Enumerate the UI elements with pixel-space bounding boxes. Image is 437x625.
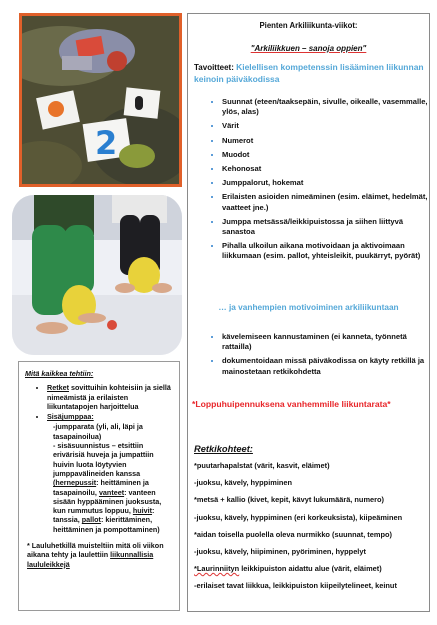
- excursion-item: -juoksu, kävely, hyppiminen (eri korkeuksista), kiipeäminen: [194, 512, 403, 522]
- equipment-huivit-text: : tanssia,: [53, 506, 155, 525]
- excursion-item: -juoksu, kävely, hyppiminen: [194, 478, 293, 488]
- goal-item: • Numerot: [222, 136, 428, 146]
- excursions-list: [194, 461, 430, 599]
- panel-subtitle: [188, 44, 429, 54]
- parents-item: • dokumentoidaan missä päiväkodissa on käyty retkillä ja mainostetaan retkikohdetta: [222, 356, 428, 376]
- excursion-item-laurinniitty: [194, 564, 430, 574]
- activity-retket-text: sovittuihin kohteisiin ja siellä nimeämistä ja erilaisten liikuntatapojen harjoittelua: [47, 383, 171, 411]
- activity-retket: [47, 383, 173, 411]
- activity-sisajumppa-strong: Sisäjumppaa:: [47, 412, 94, 422]
- equipment-hernepussit: (hernepussit: [53, 478, 97, 488]
- goal-paragraph: [194, 62, 426, 85]
- equipment-hernepussit-text: : heittäminen ja tasapainoilu,: [53, 478, 149, 497]
- parents-list: [194, 332, 428, 381]
- excursion-item: -erilaiset tavat liikkua, leikkipuiston kiipeilytelineet, keinut: [194, 581, 397, 591]
- activities-box: [18, 361, 180, 611]
- goal-item: • Värit: [222, 121, 428, 131]
- excursion-item: *metsä + kallio (kivet, kepit, kävyt lukumäärä, numero): [194, 495, 384, 505]
- goal-item: • Pihalla ulkoilun aikana motivoidaan ja aktivoimaan liikkumaan (esim. pallot, yhteisleikit, puukärryt, pyörät): [222, 241, 428, 261]
- activity-sub-line-2: - sisäsuunnistus – etsittiin erivärisiä huveja ja jumpattiin huivin luota löytyvien jumppavälineiden kanssa: [53, 441, 154, 478]
- photo-illustration-children: [12, 195, 182, 355]
- finale-line: *Loppuhuipennuksena vanhemmille liikuntarata*: [192, 399, 391, 409]
- activity-sub-equipment: [25, 478, 173, 534]
- goal-item: • Suunnat (eteen/taaksepäin, sivulle, oikealle, vasemmalle, ylös, alas): [222, 97, 428, 117]
- activities-heading: Mitä kaikkea tehtiin:: [25, 369, 94, 378]
- parents-section-heading: … ja vanhempien motivoiminen arkiliikuntaan: [218, 302, 399, 312]
- photo-illustration: [22, 16, 179, 184]
- goal-item: • Jumppalorut, hokemat: [222, 178, 428, 188]
- equipment-huivit: huivit: [132, 506, 153, 516]
- activities-list: [25, 383, 173, 421]
- laurinniitty-rest: leikkipuiston aidattu alue (värit, eläimet): [239, 564, 382, 574]
- excursion-item: *aidan toisella puolella oleva nurmikko (suunnat, tempo): [194, 529, 392, 539]
- activities-note: [25, 541, 173, 569]
- goal-item: • Jumppa metsässä/leikkipuistossa ja siihen liittyvä sanastoa: [222, 217, 428, 237]
- activity-sisajumppa: [47, 412, 173, 421]
- activity-sub-line-1: -jumpparata (yli, ali, läpi ja tasapainoilua): [53, 422, 143, 441]
- laurinniitty-wavy: *Laurinniityn: [194, 564, 240, 574]
- excursion-item: *puutarhapalstat (värit, kasvit, eläimet): [194, 461, 330, 470]
- goal-list: [194, 97, 428, 266]
- goal-item: • Muodot: [222, 150, 428, 160]
- equipment-vanteet: vanteet: [98, 487, 125, 497]
- goal-text: Kielellisen kompetenssin lisääminen liikunnan keinoin päiväkodissa: [194, 62, 424, 84]
- svg-text:2: 2: [95, 124, 118, 162]
- goal-item: • Erilaisten asioiden nimeäminen (esim. eläimet, hedelmät, vaatteet jne.): [222, 192, 428, 212]
- goal-item: • Kehonosat: [222, 164, 428, 174]
- goal-label: Tavoitteet:: [194, 63, 237, 72]
- activities-note-underlined: liikunnallisia laululeikkejä: [27, 550, 154, 569]
- photo-children-on-balls: [12, 195, 182, 355]
- activity-retket-strong: Retket: [47, 383, 69, 393]
- parents-item: • kävelemiseen kannustaminen (ei kanneta, työnnetä rattailla): [222, 332, 428, 352]
- excursions-heading: Retkikohteet:: [194, 444, 253, 454]
- photo-number-cards-on-grass: [19, 13, 182, 187]
- panel-title: Pienten Arkiliikunta-viikot:: [259, 21, 358, 30]
- info-panel: [187, 13, 430, 612]
- equipment-vanteet-text: : vanteen sisään hyppääminen juoksusta, kun rummutus loppuu,: [53, 487, 162, 516]
- panel-subtitle-text: "Arkiliikkuen – sanoja oppien": [250, 44, 367, 53]
- activities-note-text: * Lauluhetkillä muisteltiin mitä oli viikon aikana tehty ja laulettiin: [27, 541, 164, 560]
- equipment-pallot: pallot: [81, 515, 101, 525]
- excursion-item: -juoksu, kävely, hiipiminen, pyöriminen, hyppelyt: [194, 546, 366, 556]
- equipment-pallot-text: : kierittäminen, heittäminen ja pompottaminen): [53, 515, 160, 534]
